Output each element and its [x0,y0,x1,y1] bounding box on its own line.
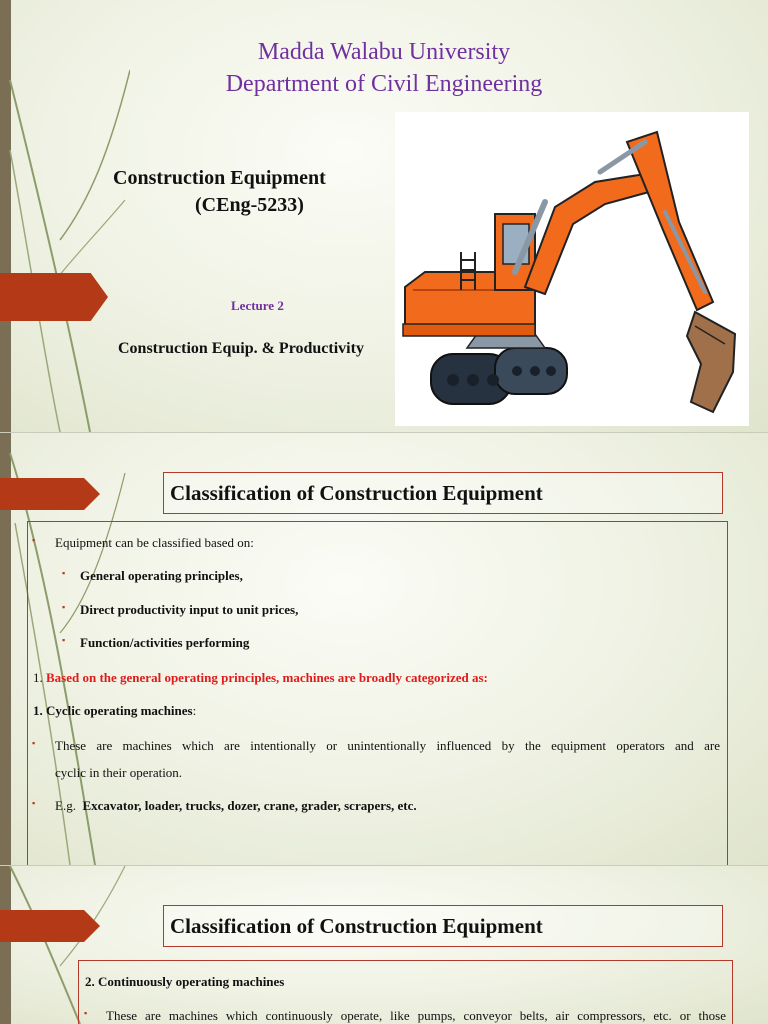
department-name: Department of Civil Engineering [225,71,543,97]
slide-title: Classification of Construction Equipment [163,905,723,947]
title-slide [0,0,768,432]
cyclic-heading-text: 1. Cyclic operating machines [33,703,193,718]
section-tab-marker [0,910,100,942]
section-tab-marker [0,273,108,321]
lecture-subtitle: Construction Equip. & Productivity [118,340,364,357]
continuous-description: These are machines which continuously operate, like pumps, conveyor belts, air compressors, etc. or those [106,1008,726,1023]
bullet-icon: ▪ [62,602,66,612]
university-name: Madda Walabu University [257,39,511,65]
example-line [55,798,417,814]
section-tab-marker [0,478,100,510]
bullet-icon: ▪ [32,535,36,545]
cyclic-description-line-1: These are machines which are intentionally or unintentionally influenced by the equipment operators and are [55,738,720,753]
classification-slide-1 [0,433,768,865]
slide-title: Classification of Construction Equipment [163,472,723,514]
section-number: 1. [33,670,43,685]
excavator-image [395,112,749,426]
criteria-item: Function/activities performing [80,635,250,650]
example-text: Excavator, loader, trucks, dozer, crane, grader, scrapers, etc. [82,798,417,813]
bullet-icon: ▪ [32,738,36,748]
course-code: (CEng-5233) [195,194,304,216]
bullet-icon: ▪ [84,1008,88,1018]
criteria-item: Direct productivity input to unit prices, [80,602,299,617]
university-header [0,36,768,100]
bullet-icon: ▪ [62,568,66,578]
continuous-heading: 2. Continuously operating machines [85,974,285,989]
course-title: Construction Equipment [113,167,326,189]
excavator-illustration [395,112,749,426]
cyclic-heading-colon: : [192,703,197,718]
cyclic-heading [33,703,196,719]
section-heading-text: Based on the general operating principles, machines are broadly categorized as: [46,670,488,685]
intro-text: Equipment can be classified based on: [55,535,254,550]
bullet-icon: ▪ [62,635,66,645]
lecture-label: Lecture 2 [231,298,284,313]
classification-slide-2 [0,866,768,1024]
bullet-icon: ▪ [32,798,36,808]
example-prefix: E.g. [55,798,76,813]
criteria-item: General operating principles, [80,568,243,583]
section-heading [33,670,488,686]
cyclic-description-line-2: cyclic in their operation. [55,765,183,780]
